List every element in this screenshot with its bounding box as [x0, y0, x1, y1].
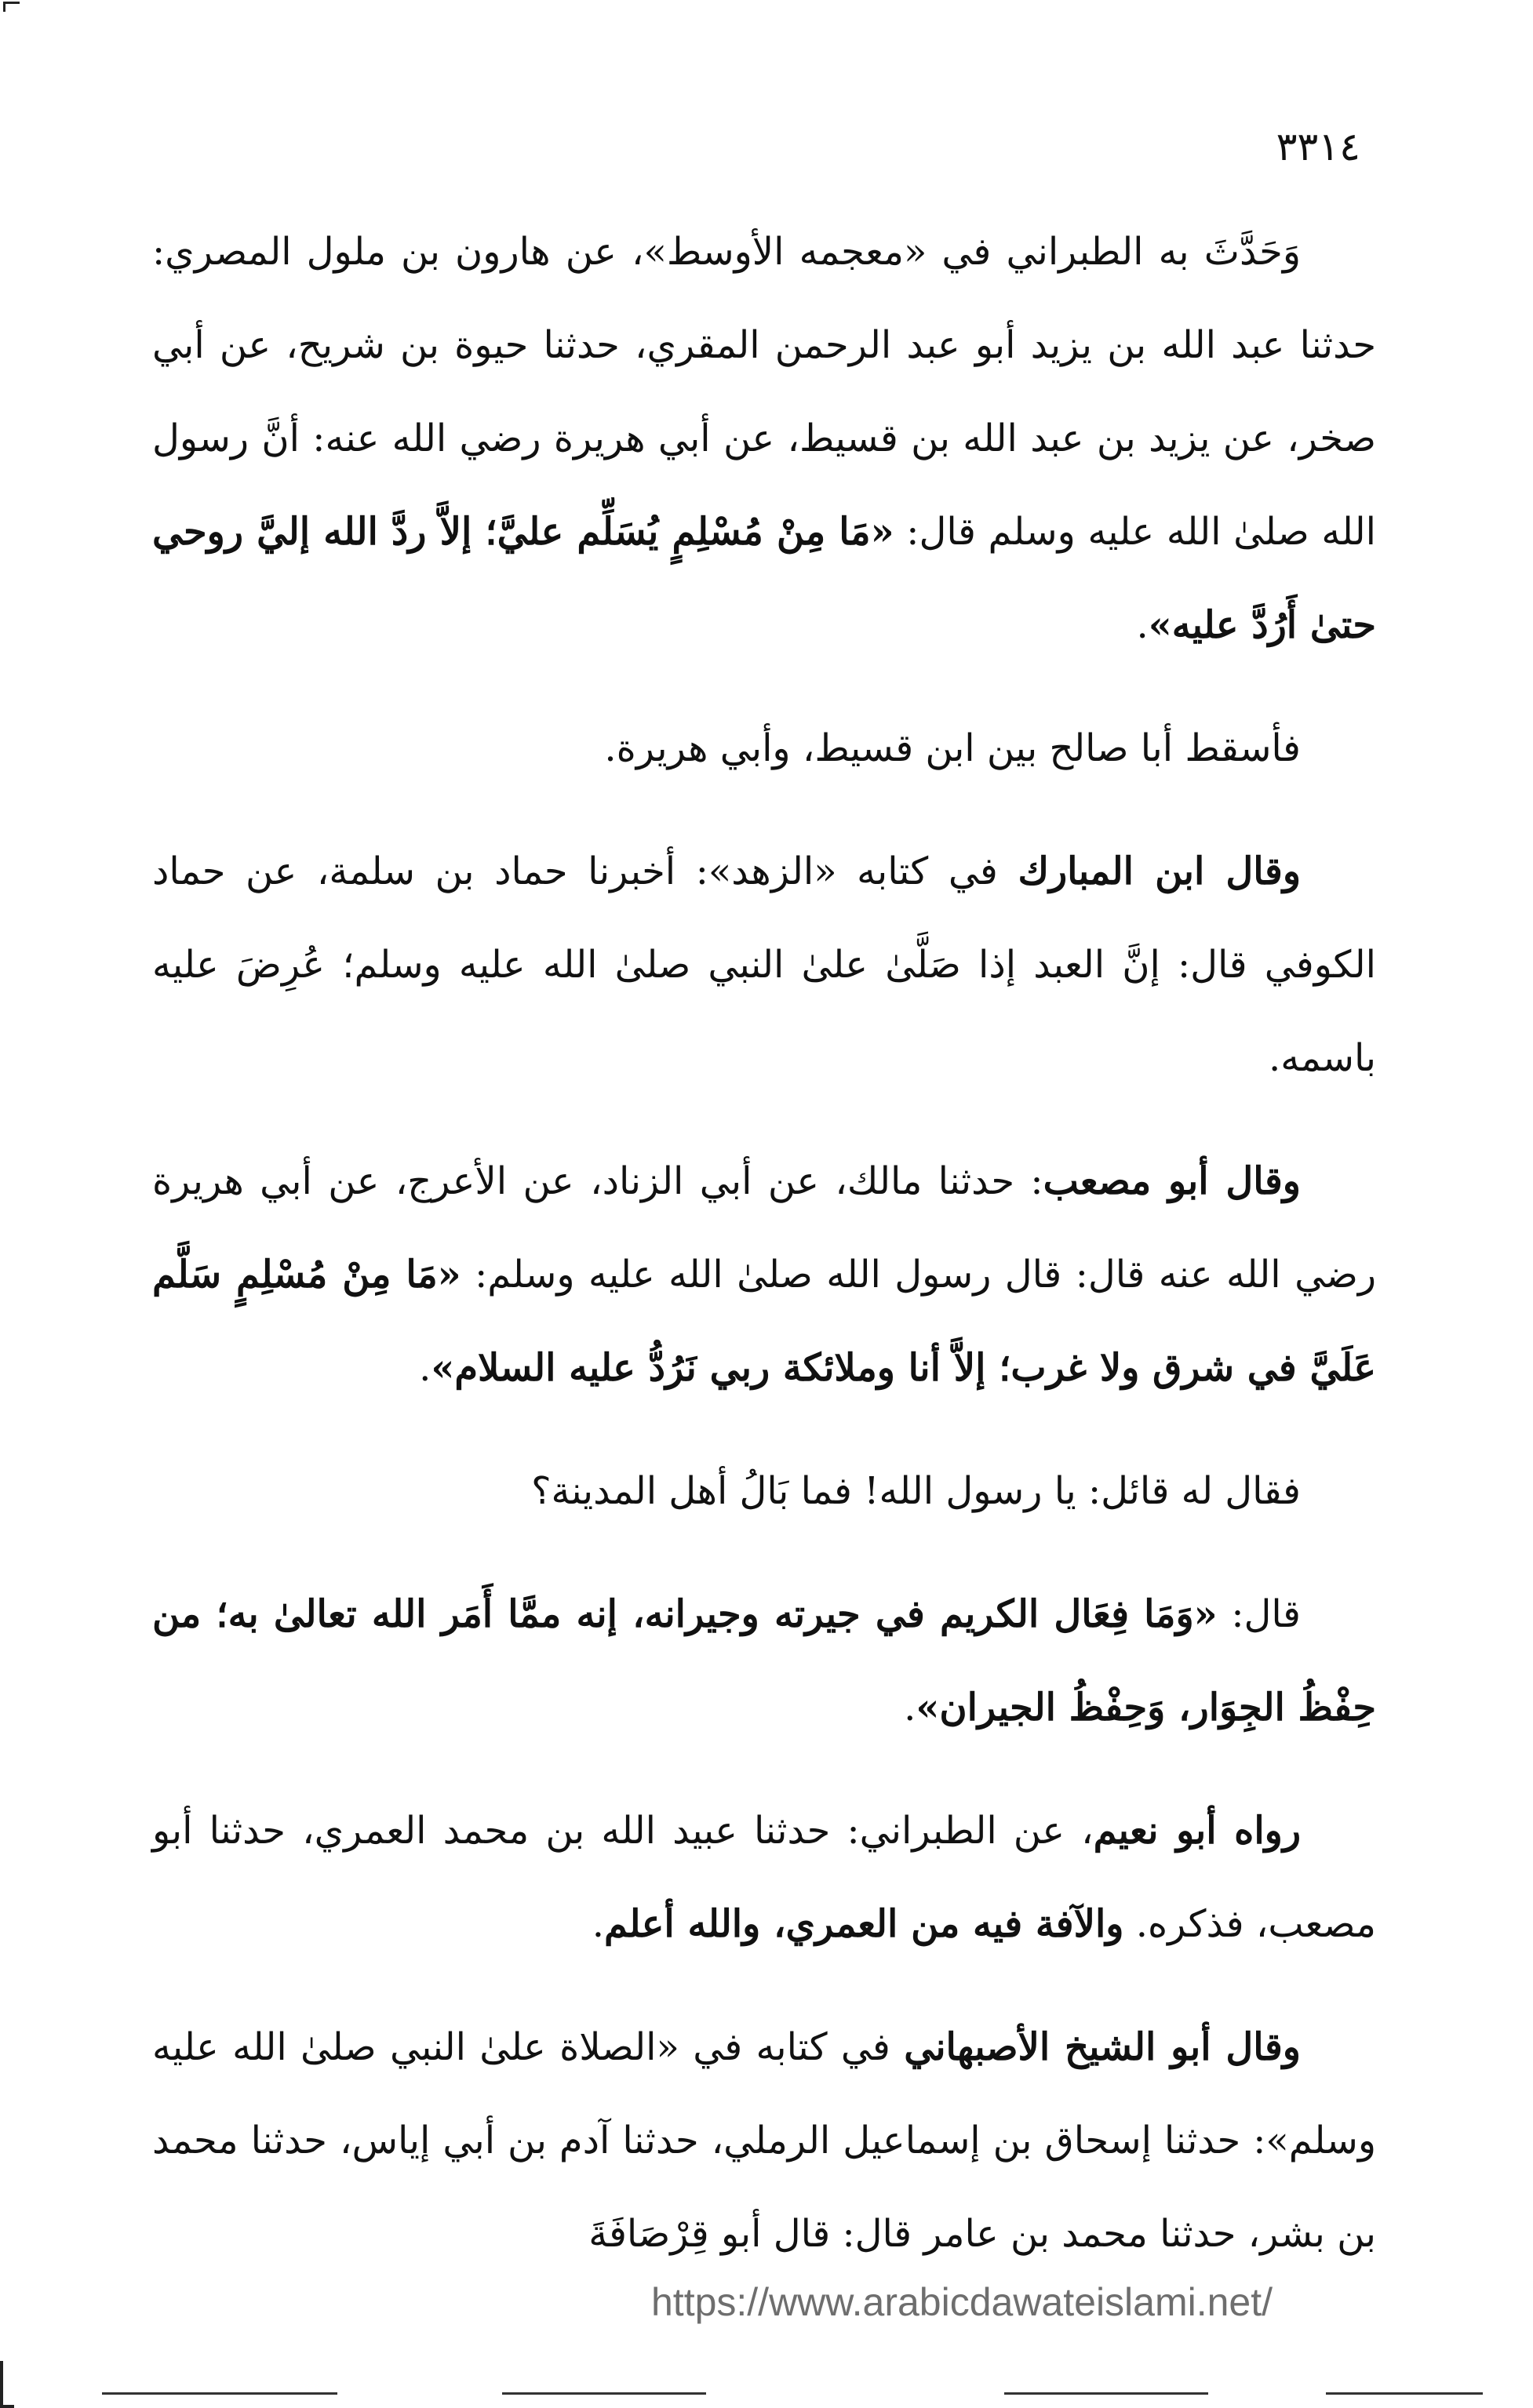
- text-run: فقال له قائل: يا رسول الله! فما بَالُ أهل المدينة؟: [531, 1469, 1301, 1513]
- page-number: ٣٣١٤: [1276, 124, 1360, 169]
- paragraph: [152, 206, 1376, 672]
- author-comment: والآفة فيه من العمري، والله أعلم: [603, 1902, 1124, 1946]
- text-run: .: [592, 1902, 604, 1946]
- hadith-quote: «مَا مِنْ مُسْلِمٍ سَلَّم عَلَيَّ في شرق ولا غرب؛ إلاَّ أنا وملائكة ربي نَرُدُّ عليه السلام»: [152, 1253, 1376, 1390]
- text-run: .: [419, 1346, 431, 1390]
- paragraph: [152, 702, 1376, 795]
- corner-mark: [3, 2, 20, 12]
- bottom-divider: [502, 2392, 706, 2395]
- bottom-divider: [1004, 2392, 1208, 2395]
- text-run: .: [904, 1686, 916, 1730]
- text-run: في كتابه «الزهد»: أخبرنا حماد بن سلمة، عن حماد الكوفي قال: إنَّ العبد إذا صَلَّىٰ علىٰ النبي صلىٰ الله عليه وسلم؛ عُرِضَ عليه باسمه.: [152, 849, 1376, 1080]
- hadith-quote: «وَمَا فِعَال الكريم في جيرته وجيرانه، إنه ممَّا أَمَر الله تعالىٰ به؛ من حِفْظُ الجِوَار، وَحِفْظُ الجيران»: [152, 1592, 1376, 1730]
- text-run: قال:: [1217, 1592, 1302, 1636]
- watermark-url: https://www.arabicdawateislami.net/: [651, 2280, 1273, 2324]
- text-run: ، عن الطبراني: حدثنا عبيد الله بن محمد العمري، حدثنا أبو مصعب، فذكره.: [152, 1809, 1376, 1946]
- paragraph: [152, 1445, 1376, 1538]
- text-run: فأسقط أبا صالح بين ابن قسيط، وأبي هريرة.: [604, 726, 1301, 770]
- paragraph: [152, 2001, 1376, 2281]
- text-run: وَحَدَّثَ به الطبراني في «معجمه الأوسط»، عن هارون بن ملول المصري: حدثنا عبد الله بن يزيد أبو عبد الرحمن المقري، حدثنا حيوة بن شريح، عن أبي صخر، عن يزيد بن عبد الله بن قسيط، عن أبي هريرة رضي الله عنه: أنَّ رسول الله صلىٰ الله عليه وسلم قال:: [152, 230, 1376, 554]
- paragraph: [152, 825, 1376, 1105]
- text-run: : حدثنا مالك، عن أبي الزناد، عن الأعرج، عن أبي هريرة رضي الله عنه قال: قال رسول الله صلىٰ الله عليه وسلم:: [152, 1159, 1377, 1297]
- paragraph: [152, 1784, 1376, 1971]
- main-text: [152, 206, 1376, 2311]
- bottom-divider: [102, 2392, 337, 2395]
- text-run: في كتابه في «الصلاة علىٰ النبي صلىٰ الله عليه وسلم»: حدثنا إسحاق بن إسماعيل الرملي، حدثنا آدم بن أبي إياس، حدثنا محمد بن بشر، حدثنا محمد بن عامر قال: قال أبو قِرْصَافَةَ: [152, 2025, 1376, 2256]
- paragraph: [152, 1135, 1376, 1415]
- bottom-divider: [1326, 2392, 1483, 2395]
- corner-mark: [0, 2361, 14, 2408]
- hadith-quote: «مَا مِنْ مُسْلِمٍ يُسَلِّم عليَّ؛ إلاَّ ردَّ الله إليَّ روحي حتىٰ أَرُدَّ عليه»: [152, 510, 1376, 647]
- text-run: .: [1136, 603, 1149, 647]
- narrator-name: وقال أبو الشيخ الأصبهاني: [904, 2025, 1301, 2069]
- narrator-name: رواه أبو نعيم: [1093, 1809, 1302, 1853]
- narrator-name: وقال ابن المبارك: [1018, 849, 1302, 893]
- narrator-name: وقال أبو مصعب: [1043, 1159, 1301, 1203]
- paragraph: [152, 1568, 1376, 1755]
